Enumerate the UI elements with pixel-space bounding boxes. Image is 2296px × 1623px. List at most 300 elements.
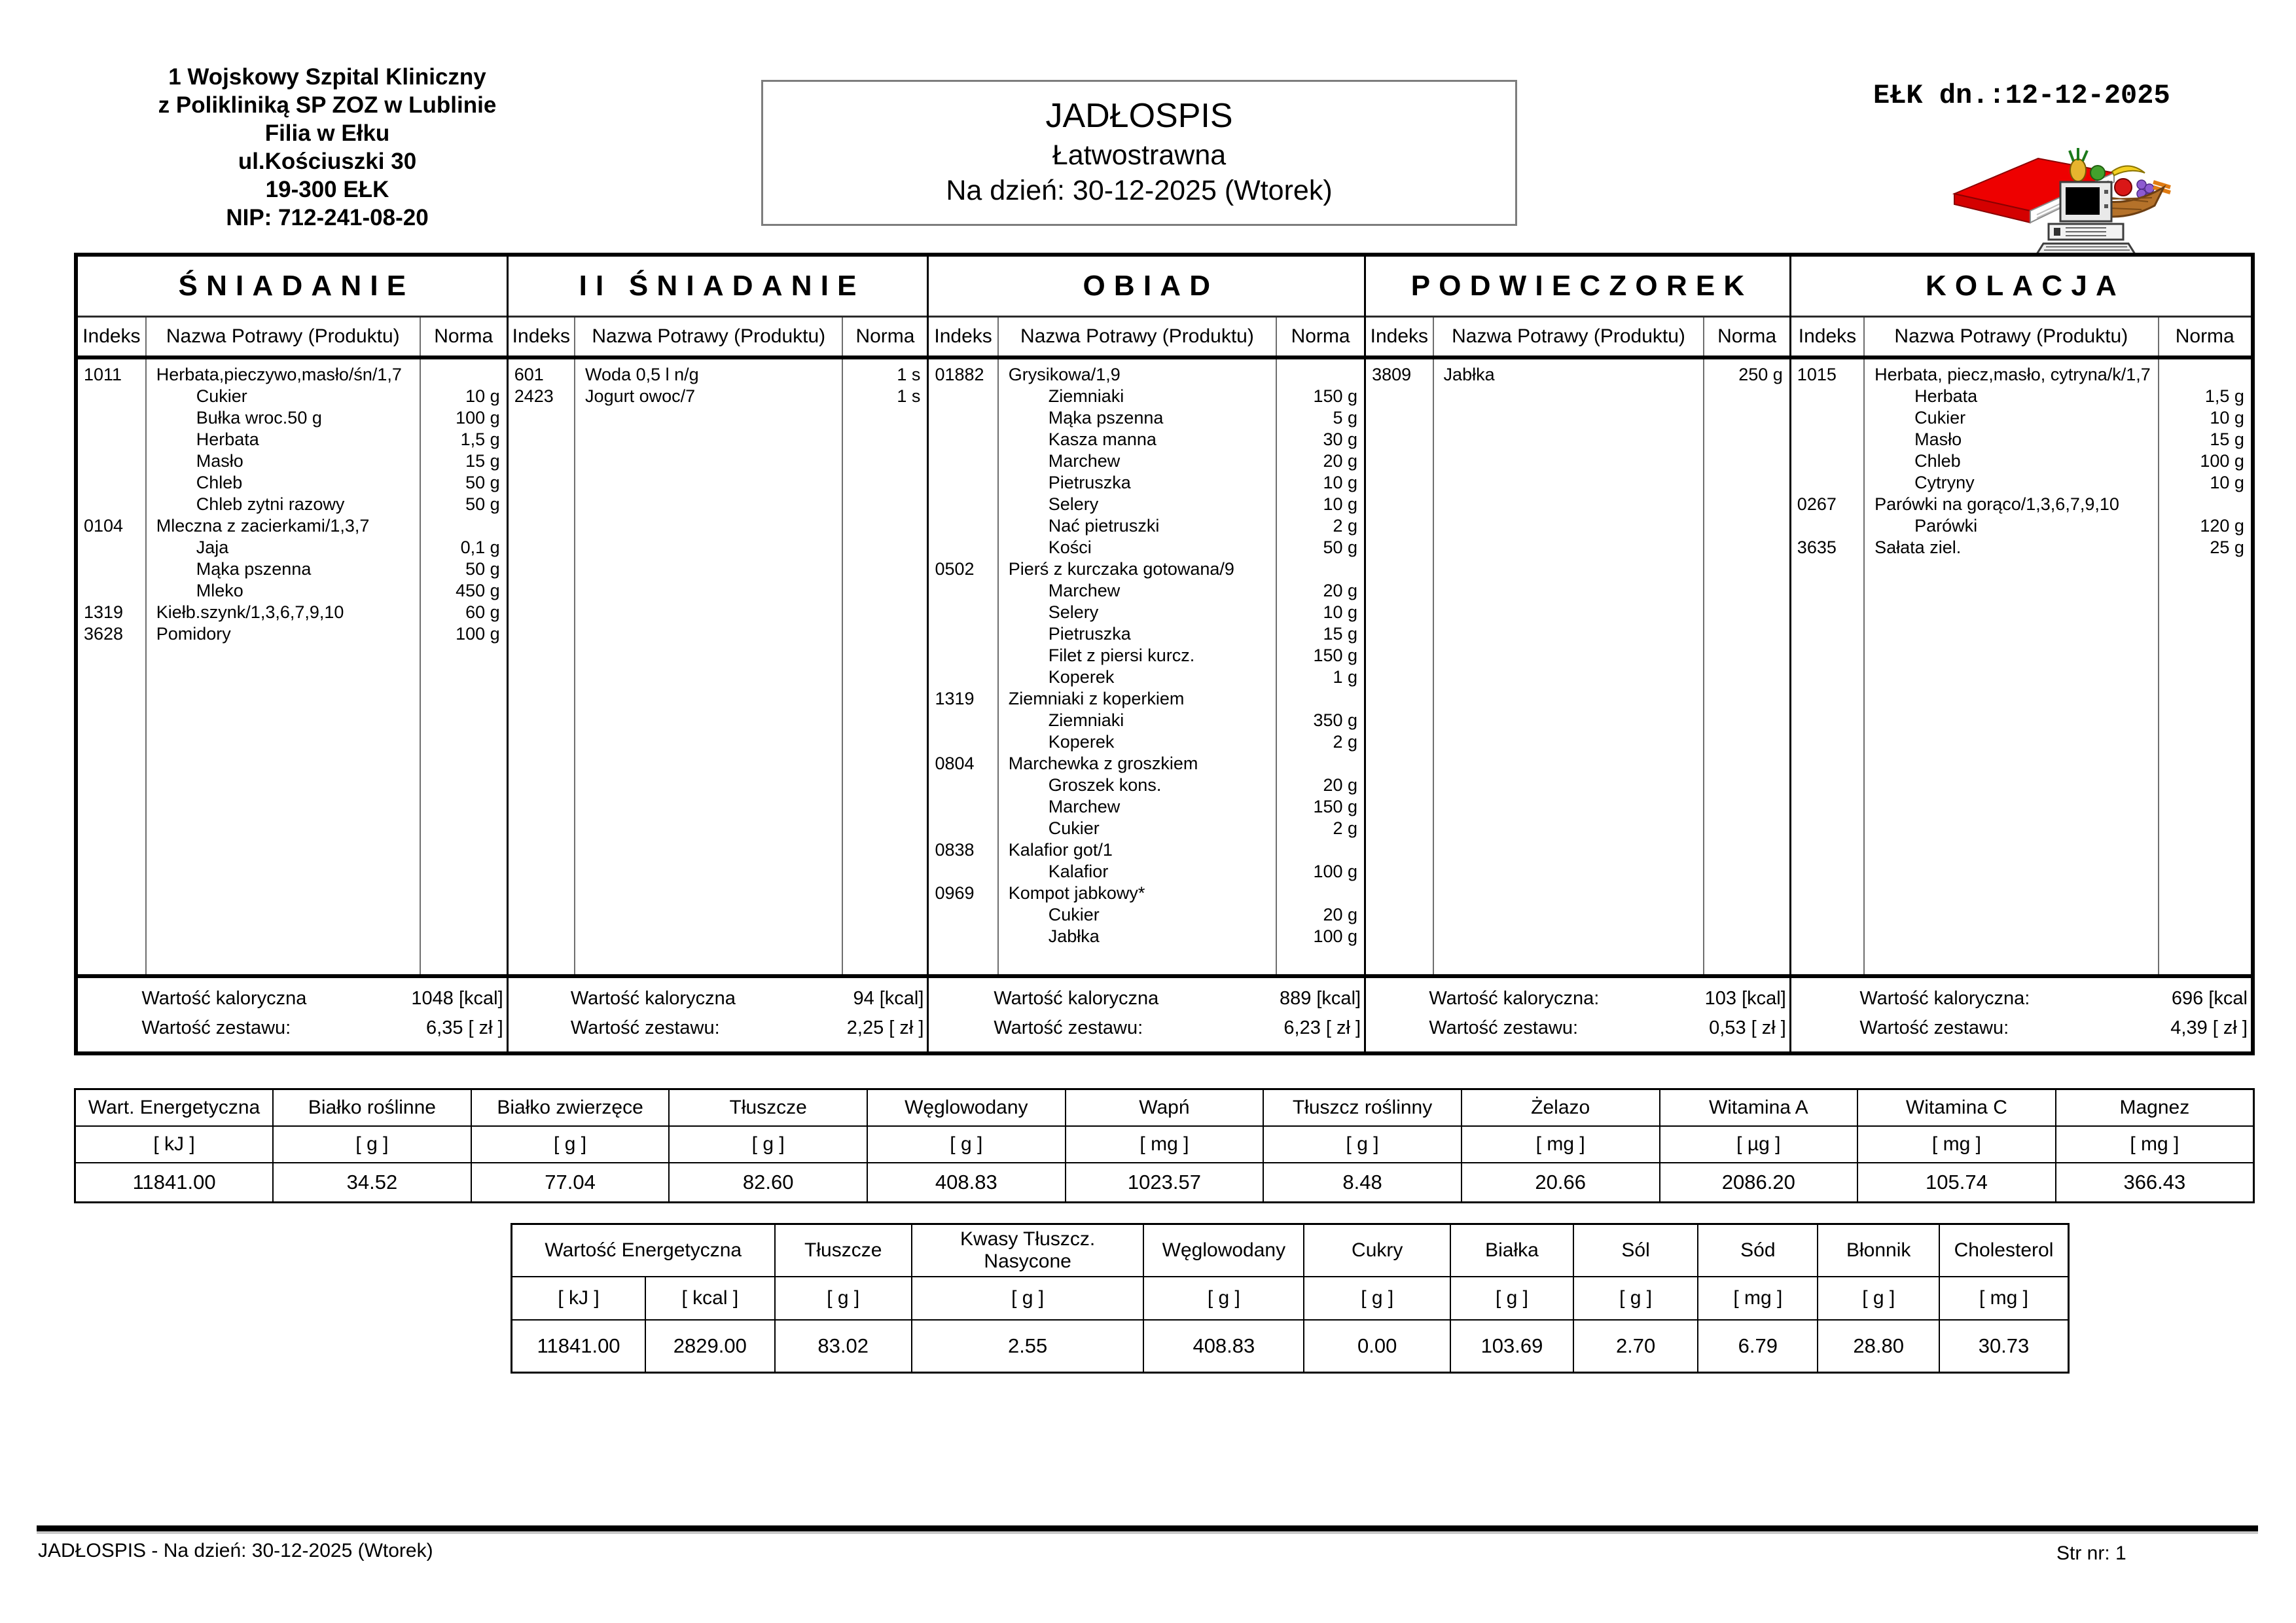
item-norma: 30 g: [1323, 429, 1358, 449]
nazwa-header: Nazwa Potrawy (Produktu): [1434, 318, 1705, 356]
menu-date: Na dzień: 30-12-2025 (Wtorek): [946, 175, 1333, 206]
nutrient-name: Witamina C: [1857, 1089, 2056, 1127]
item-norma: [1277, 753, 1364, 775]
item-name: Masło: [1914, 429, 1962, 449]
item-index: [78, 494, 147, 515]
menu-item-row: [929, 602, 1364, 623]
kcal-value: 889 [kcal]: [1279, 987, 1361, 1009]
item-index: [929, 904, 998, 926]
menu-item-row: [929, 472, 1364, 494]
item-norma: [421, 515, 507, 537]
item-name: Herbata: [1914, 386, 1978, 406]
item-norma: 2 g: [1333, 818, 1358, 838]
menu-item-row: [78, 407, 507, 429]
meal-summary: [929, 974, 1364, 1051]
item-index: [929, 515, 998, 537]
menu-item-row: [1366, 364, 1789, 386]
item-name: Kalafior: [1048, 862, 1109, 881]
menu-item-row: [929, 839, 1364, 861]
item-index: [78, 472, 147, 494]
menu-item-row: [929, 731, 1364, 753]
kcal-value: 696 [kcal: [2171, 987, 2248, 1009]
kcal-row: [1791, 988, 2248, 1010]
menu-item-row: [929, 796, 1364, 818]
menu-item-row: [78, 580, 507, 602]
item-name: Ziemniaki: [1048, 710, 1124, 730]
cost-label: Wartość zestawu:: [1429, 1017, 1579, 1039]
item-name: Koperek: [1048, 732, 1115, 752]
item-norma: 20 g: [1323, 451, 1358, 471]
item-norma: [1277, 688, 1364, 710]
nutrient-name: Wartość Energetyczna: [512, 1224, 775, 1277]
item-norma: [2159, 364, 2251, 386]
nutrient-unit: [ g ]: [1573, 1277, 1698, 1320]
menu-item-row: [1791, 407, 2251, 429]
nutrient-name: Cukry: [1304, 1224, 1450, 1277]
item-index: 0804: [935, 754, 975, 773]
menu-item-row: [78, 623, 507, 645]
menu-item-row: [78, 515, 507, 537]
menu-item-row: [929, 688, 1364, 710]
nutrient-name: Żelazo: [1462, 1089, 1660, 1127]
item-norma: 20 g: [1323, 775, 1358, 795]
item-name: Marchew: [1048, 451, 1121, 471]
menu-item-row: [1791, 386, 2251, 407]
item-name: Kompot jabkowy*: [1008, 883, 1145, 903]
item-name: Marchew: [1048, 797, 1121, 816]
nutrient-value: 30.73: [1939, 1320, 2069, 1373]
norma-header: Norma: [2175, 325, 2234, 347]
menu-item-row: [929, 904, 1364, 926]
menu-item-row: [78, 494, 507, 515]
item-name: Selery: [1048, 602, 1099, 622]
norma-header: Norma: [855, 325, 915, 347]
cost-value: 0,53 [ zł ]: [1709, 1017, 1786, 1039]
item-index: [929, 450, 998, 472]
item-name: Pietruszka: [1048, 624, 1131, 644]
menu-item-row: [929, 861, 1364, 883]
item-norma: 20 g: [1323, 905, 1358, 924]
item-index: [929, 731, 998, 753]
nutrient-value: 8.48: [1263, 1163, 1462, 1203]
menu-item-row: [78, 558, 507, 580]
menu-item-row: [1791, 364, 2251, 386]
item-norma: 10 g: [2210, 408, 2244, 428]
menu-item-row: [1791, 429, 2251, 450]
nutrient-value: 82.60: [669, 1163, 867, 1203]
nutrient-value: 2.55: [912, 1320, 1143, 1373]
nutrient-unit: [ kJ ]: [512, 1277, 646, 1320]
item-index: [929, 580, 998, 602]
item-index: [1791, 450, 1865, 472]
item-name: Jabłka: [1443, 365, 1495, 384]
nutrient-value: 2829.00: [645, 1320, 774, 1373]
item-name: Chleb: [1914, 451, 1961, 471]
item-index: [929, 623, 998, 645]
item-norma: 100 g: [1313, 862, 1358, 881]
item-norma: 5 g: [1333, 408, 1358, 428]
item-norma: 50 g: [465, 559, 500, 579]
item-index: 1011: [84, 365, 122, 384]
address-line: ul.Kościuszki 30: [238, 149, 417, 174]
item-norma: 10 g: [2210, 473, 2244, 492]
cost-value: 2,25 [ zł ]: [846, 1017, 924, 1039]
item-name: Chleb: [196, 473, 243, 492]
item-norma: 1,5 g: [2204, 386, 2244, 406]
address-line: 1 Wojskowy Szpital Kliniczny: [168, 64, 486, 90]
item-index: 0969: [935, 883, 975, 903]
item-norma: 20 g: [1323, 581, 1358, 600]
item-norma: [421, 364, 507, 386]
cost-label: Wartość zestawu:: [570, 1017, 720, 1039]
menu-item-row: [929, 429, 1364, 450]
nutrient-name: Węglowodany: [1143, 1224, 1304, 1277]
footer-title: JADŁOSPIS - Na dzień: 30-12-2025 (Wtorek): [38, 1540, 433, 1561]
kcal-value: 94 [kcal]: [853, 987, 924, 1009]
nutrient-name: Błonnik: [1818, 1224, 1939, 1277]
item-name: Ziemniaki z koperkiem: [1008, 689, 1185, 708]
item-norma: 150 g: [1313, 386, 1358, 406]
cost-row: [929, 1017, 1361, 1039]
item-name: Cukier: [196, 386, 247, 406]
nutrient-name: Białko roślinne: [273, 1089, 471, 1127]
nutrient-value: 28.80: [1818, 1320, 1939, 1373]
menu-item-row: [929, 558, 1364, 580]
item-norma: 1 g: [1333, 667, 1358, 687]
meal-column-headers: [1366, 318, 1789, 359]
item-norma: 2 g: [1333, 732, 1358, 752]
item-index: [929, 645, 998, 666]
nutrient-unit: [ g ]: [1818, 1277, 1939, 1320]
item-name: Pomidory: [156, 624, 231, 644]
meal-column: [78, 257, 509, 1051]
item-index: [929, 666, 998, 688]
item-index: [78, 558, 147, 580]
item-name: Selery: [1048, 494, 1099, 514]
nutrient-unit: [ g ]: [867, 1126, 1066, 1163]
item-index: [1791, 386, 1865, 407]
menu-item-row: [929, 775, 1364, 796]
item-name: Chleb zytni razowy: [196, 494, 345, 514]
meal-column: [1366, 257, 1791, 1051]
item-index: 0104: [84, 516, 124, 536]
menu-item-row: [929, 407, 1364, 429]
item-name: Groszek kons.: [1048, 775, 1162, 795]
item-norma: 1 s: [897, 365, 921, 384]
nutrient-value: 11841.00: [512, 1320, 646, 1373]
item-name: Cukier: [1914, 408, 1966, 428]
address-line: z Polikliniką SP ZOZ w Lublinie: [158, 92, 497, 118]
meal-title: ŚNIADANIE: [78, 257, 507, 318]
item-norma: [2159, 494, 2251, 515]
item-name: Kiełb.szynk/1,3,6,7,9,10: [156, 602, 344, 622]
item-norma: 10 g: [1323, 602, 1358, 622]
menu-item-row: [929, 883, 1364, 904]
menu-item-row: [78, 537, 507, 558]
menu-item-row: [509, 386, 927, 407]
item-index: [78, 450, 147, 472]
menu-item-row: [929, 494, 1364, 515]
meal-column-headers: [78, 318, 507, 359]
item-index: [1791, 429, 1865, 450]
nutrient-value: 34.52: [273, 1163, 471, 1203]
meal-summary: [1791, 974, 2251, 1051]
item-index: [929, 429, 998, 450]
nutrient-value: 83.02: [775, 1320, 912, 1373]
nutrient-value: 366.43: [2056, 1163, 2254, 1203]
item-index: [929, 494, 998, 515]
nutrient-unit: [ g ]: [1143, 1277, 1304, 1320]
kcal-row: [1366, 988, 1786, 1010]
nutrient-value: 105.74: [1857, 1163, 2056, 1203]
item-norma: 0,1 g: [460, 538, 500, 557]
meal-title: II ŚNIADANIE: [509, 257, 927, 318]
kcal-label: Wartość kaloryczna: [570, 987, 736, 1009]
meal-column: [1791, 257, 2251, 1051]
address-line: Filia w Ełku: [264, 120, 390, 146]
item-name: Pietruszka: [1048, 473, 1131, 492]
meal-title: OBIAD: [929, 257, 1364, 318]
item-index: [1791, 407, 1865, 429]
nutrient-unit: [ µg ]: [1660, 1126, 1858, 1163]
item-name: Jaja: [196, 538, 229, 557]
item-index: [929, 861, 998, 883]
item-name: Cytryny: [1914, 473, 1975, 492]
nutrient-name: Białka: [1450, 1224, 1573, 1277]
nutrient-value: 2.70: [1573, 1320, 1698, 1373]
item-norma: [1277, 558, 1364, 580]
item-name: Mleczna z zacierkami/1,3,7: [156, 516, 370, 536]
item-index: [929, 796, 998, 818]
item-norma: 150 g: [1313, 646, 1358, 665]
item-norma: 1,5 g: [460, 429, 500, 449]
cost-row: [1791, 1017, 2248, 1039]
item-name: Kości: [1048, 538, 1092, 557]
item-name: Kalafior got/1: [1008, 840, 1113, 860]
item-index: 01882: [935, 365, 984, 384]
menu-item-row: [1791, 450, 2251, 472]
nutrient-value: 11841.00: [75, 1163, 274, 1203]
nutrient-unit: [ g ]: [669, 1126, 867, 1163]
item-name: Cukier: [1048, 905, 1100, 924]
meal-column-headers: [509, 318, 927, 359]
menu-item-row: [929, 515, 1364, 537]
item-norma: [1277, 883, 1364, 904]
menu-item-row: [509, 364, 927, 386]
meal-column: [929, 257, 1366, 1051]
item-norma: 250 g: [1738, 365, 1783, 384]
item-index: 3628: [84, 624, 124, 644]
title-box: [761, 80, 1517, 226]
nutrient-unit: [ g ]: [1304, 1277, 1450, 1320]
norma-header: Norma: [434, 325, 493, 347]
menu-item-row: [929, 537, 1364, 558]
item-index: 0502: [935, 559, 975, 579]
item-index: 1015: [1797, 365, 1837, 384]
menu-item-row: [929, 623, 1364, 645]
item-name: Herbata,pieczywo,masło/śn/1,7: [156, 365, 402, 384]
item-name: Woda 0,5 l n/g: [585, 365, 699, 384]
item-norma: 10 g: [1323, 494, 1358, 514]
item-index: 3809: [1372, 365, 1412, 384]
address-line: NIP: 712-241-08-20: [226, 205, 429, 230]
meal-items: [78, 359, 507, 974]
nutrient-value: 77.04: [471, 1163, 670, 1203]
indeks-header: Indeks: [929, 318, 998, 356]
menu-item-row: [929, 580, 1364, 602]
kcal-label: Wartość kaloryczna: [994, 987, 1159, 1009]
cost-value: 6,23 [ zł ]: [1283, 1017, 1361, 1039]
item-index: 1319: [935, 689, 975, 708]
nutrition-summary-table: [74, 1088, 2255, 1203]
cost-row: [78, 1017, 503, 1039]
nutrient-name: Witamina A: [1660, 1089, 1858, 1127]
item-norma: 10 g: [1323, 473, 1358, 492]
item-norma: 25 g: [2210, 538, 2244, 557]
nazwa-header: Nazwa Potrawy (Produktu): [575, 318, 843, 356]
nutrient-unit: [ mg ]: [1066, 1126, 1264, 1163]
item-index: [929, 602, 998, 623]
menu-item-row: [78, 602, 507, 623]
item-name: Mleko: [196, 581, 243, 600]
item-name: Koperek: [1048, 667, 1115, 687]
item-norma: 15 g: [2210, 429, 2244, 449]
meal-items: [509, 359, 927, 974]
item-name: Herbata: [196, 429, 259, 449]
item-name: Mąka pszenna: [196, 559, 312, 579]
nutrient-unit: [ mg ]: [1698, 1277, 1818, 1320]
item-name: Masło: [196, 451, 243, 471]
nutrient-name: Wapń: [1066, 1089, 1264, 1127]
item-name: Bułka wroc.50 g: [196, 408, 322, 428]
norma-header: Norma: [1291, 325, 1350, 347]
item-norma: 10 g: [465, 386, 500, 406]
menu-item-row: [78, 429, 507, 450]
menu-item-row: [78, 472, 507, 494]
item-name: Cukier: [1048, 818, 1100, 838]
meal-title: PODWIECZOREK: [1366, 257, 1789, 318]
item-norma: 350 g: [1313, 710, 1358, 730]
item-index: [929, 818, 998, 839]
indeks-header: Indeks: [78, 318, 147, 356]
menu-item-row: [929, 666, 1364, 688]
item-name: Kasza manna: [1048, 429, 1157, 449]
nutrient-name: Sód: [1698, 1224, 1818, 1277]
nutrient-unit: [ kcal ]: [645, 1277, 774, 1320]
item-norma: 150 g: [1313, 797, 1358, 816]
menu-item-row: [929, 710, 1364, 731]
menu-item-row: [929, 926, 1364, 947]
hospital-address: [92, 63, 563, 232]
nutrient-name: Tłuszcz roślinny: [1263, 1089, 1462, 1127]
nutrient-name: Kwasy Tłuszcz. Nasycone: [912, 1224, 1143, 1277]
nutrient-name: Tłuszcze: [775, 1224, 912, 1277]
kcal-label: Wartość kaloryczna: [141, 987, 307, 1009]
nutrient-value: 408.83: [1143, 1320, 1304, 1373]
nutrient-name: Węglowodany: [867, 1089, 1066, 1127]
meal-summary: [1366, 974, 1789, 1051]
item-name: Herbata, piecz,masło, cytryna/k/1,7: [1874, 365, 2151, 384]
item-name: Marchewka z groszkiem: [1008, 754, 1198, 773]
menu-item-row: [78, 386, 507, 407]
item-index: [1791, 472, 1865, 494]
nazwa-header: Nazwa Potrawy (Produktu): [1865, 318, 2159, 356]
item-index: 1319: [84, 602, 124, 622]
nutrient-unit: [ g ]: [1450, 1277, 1573, 1320]
indeks-header: Indeks: [1791, 318, 1865, 356]
item-index: [929, 775, 998, 796]
nutrient-unit: [ g ]: [471, 1126, 670, 1163]
nutrient-value: 0.00: [1304, 1320, 1450, 1373]
item-name: Grysikowa/1,9: [1008, 365, 1121, 384]
nazwa-header: Nazwa Potrawy (Produktu): [999, 318, 1277, 356]
item-norma: [1277, 364, 1364, 386]
nutrient-name: Tłuszcze: [669, 1089, 867, 1127]
footer-divider: [37, 1525, 2258, 1531]
item-index: 2423: [514, 386, 554, 406]
kcal-value: 1048 [kcal]: [411, 987, 503, 1009]
nutrient-value: 408.83: [867, 1163, 1066, 1203]
item-name: Mąka pszenna: [1048, 408, 1164, 428]
item-index: 0267: [1797, 494, 1837, 514]
kcal-row: [929, 988, 1361, 1010]
meal-column: [509, 257, 929, 1051]
menu-item-row: [929, 364, 1364, 386]
nutrient-value: 1023.57: [1066, 1163, 1264, 1203]
cost-label: Wartość zestawu:: [141, 1017, 291, 1039]
nutrient-name: Sól: [1573, 1224, 1698, 1277]
nutrient-value: 20.66: [1462, 1163, 1660, 1203]
cost-row: [509, 1017, 924, 1039]
indeks-header: Indeks: [1366, 318, 1433, 356]
print-date: EŁK dn.:12-12-2025: [1873, 80, 2170, 111]
menu-item-row: [929, 753, 1364, 775]
kcal-label: Wartość kaloryczna:: [1859, 987, 2030, 1009]
nutrient-unit: [ mg ]: [1462, 1126, 1660, 1163]
item-name: Sałata ziel.: [1874, 538, 1962, 557]
meal-column-headers: [1791, 318, 2251, 359]
meal-column-headers: [929, 318, 1364, 359]
page-title: JADŁOSPIS: [1045, 97, 1233, 135]
menu-item-row: [929, 386, 1364, 407]
item-norma: 1 s: [897, 386, 921, 406]
nutrient-name: Wart. Energetyczna: [75, 1089, 274, 1127]
kcal-row: [509, 988, 924, 1010]
item-name: Parówki: [1914, 516, 1978, 536]
item-norma: 2 g: [1333, 516, 1358, 536]
nutrient-unit: [ g ]: [273, 1126, 471, 1163]
menu-item-row: [78, 364, 507, 386]
item-name: Filet z piersi kurcz.: [1048, 646, 1195, 665]
item-index: [929, 407, 998, 429]
item-index: [78, 386, 147, 407]
menu-item-row: [1791, 472, 2251, 494]
item-name: Nać pietruszki: [1048, 516, 1160, 536]
nutrient-unit: [ g ]: [912, 1277, 1143, 1320]
meal-title: KOLACJA: [1791, 257, 2251, 318]
item-norma: 50 g: [1323, 538, 1358, 557]
item-index: [78, 537, 147, 558]
item-norma: 100 g: [2200, 451, 2244, 471]
meal-items: [1791, 359, 2251, 974]
item-name: Jogurt owoc/7: [585, 386, 696, 406]
indeks-header: Indeks: [509, 318, 575, 356]
nutrient-value: 2086.20: [1660, 1163, 1858, 1203]
item-norma: 120 g: [2200, 516, 2244, 536]
cookbook-computer-clipart: [1945, 141, 2183, 258]
item-norma: 100 g: [456, 624, 500, 644]
kcal-label: Wartość kaloryczna:: [1429, 987, 1600, 1009]
